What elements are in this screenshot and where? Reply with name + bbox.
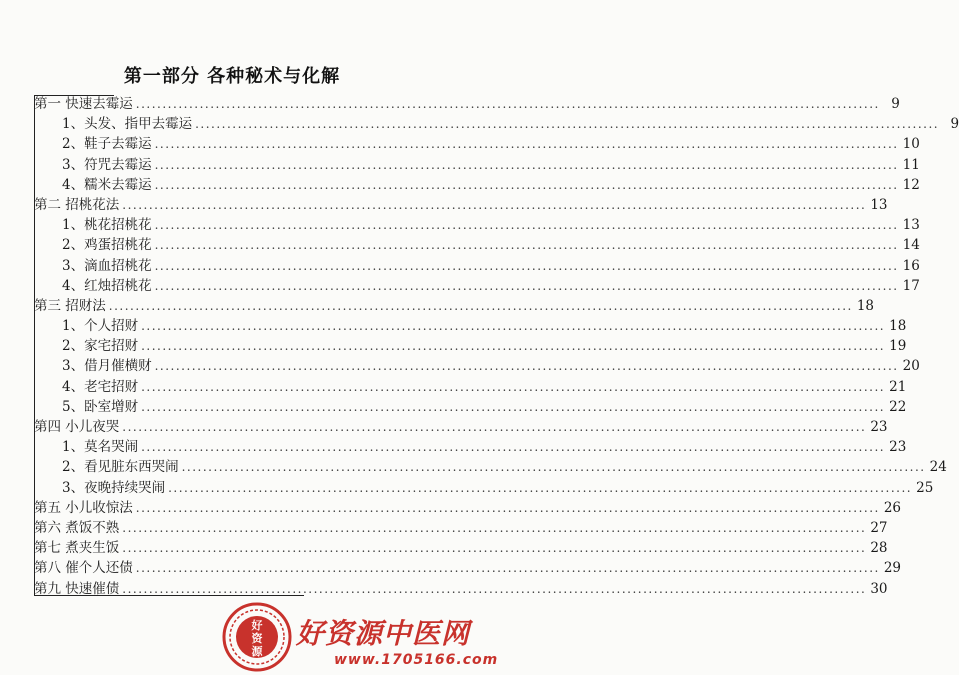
toc-section-row <box>34 377 907 397</box>
dot-leader <box>109 296 853 316</box>
dot-leader <box>141 377 885 397</box>
svg-text:资: 资 <box>251 632 263 645</box>
dot-leader <box>122 538 866 558</box>
toc-page-number: 12 <box>902 176 920 193</box>
toc-section-row <box>34 155 920 175</box>
dot-leader <box>122 417 866 437</box>
toc-page-number: 17 <box>902 277 920 294</box>
toc-page-number: 18 <box>889 318 907 335</box>
toc-entry-label: 第三 招财法 <box>34 297 106 314</box>
toc-page-number: 29 <box>883 560 902 577</box>
dot-leader <box>136 94 880 114</box>
toc-page-number: 9 <box>891 96 900 112</box>
watermark <box>222 602 499 675</box>
toc-section-row <box>34 457 947 477</box>
toc-page-number: 13 <box>870 196 888 213</box>
toc-entry-label: 1、个人招财 <box>62 318 139 335</box>
dot-leader <box>182 457 926 477</box>
toc-entry-label: 2、鸡蛋招桃花 <box>62 237 152 254</box>
toc-entry-label: 5、卧室增财 <box>62 398 139 415</box>
dot-leader <box>168 478 912 498</box>
toc-entry-label: 第八 催个人还债 <box>34 560 133 577</box>
toc-page-number: 30 <box>870 580 888 597</box>
watermark-url: www.1705166.com <box>334 652 499 668</box>
toc-section-row <box>34 114 959 134</box>
toc-page-number: 23 <box>889 439 907 456</box>
toc-entry-label: 4、糯米去霉运 <box>62 176 152 193</box>
toc-section-row <box>34 316 907 336</box>
toc-entry-label: 1、头发、指甲去霉运 <box>62 116 193 133</box>
toc-entry-label: 1、桃花招桃花 <box>62 217 152 234</box>
toc-entry-label: 第五 小儿收惊法 <box>34 499 133 516</box>
dot-leader <box>136 558 880 578</box>
toc-page-number: 28 <box>870 540 888 557</box>
toc-entry-label: 第四 小儿夜哭 <box>34 419 120 435</box>
toc-section-row <box>34 134 920 154</box>
toc-section-row <box>34 336 907 356</box>
toc-entry-label: 第一 快速去霉运 <box>34 96 133 112</box>
svg-text:好: 好 <box>251 619 263 632</box>
dot-leader <box>155 134 899 154</box>
toc-chapter-row <box>34 498 902 518</box>
toc-page-number: 23 <box>870 419 888 435</box>
watermark-site-name: 好资源中医网 <box>296 617 471 650</box>
toc-entry-label: 第九 快速催债 <box>34 580 120 597</box>
toc-entry-label: 3、滴血招桃花 <box>62 257 152 274</box>
toc-entry-label: 3、夜晚持续哭闹 <box>62 479 166 496</box>
toc-section-row <box>34 175 920 195</box>
toc-chapter-row <box>34 538 888 558</box>
dot-leader <box>122 579 866 599</box>
toc-section-row <box>34 478 934 498</box>
toc-chapter-row <box>34 195 888 215</box>
toc-page-number: 10 <box>902 136 920 153</box>
toc-section-row <box>34 276 920 296</box>
toc-page-number: 26 <box>883 499 902 516</box>
dot-leader <box>141 437 885 457</box>
toc-chapter-row <box>34 558 902 578</box>
toc-entry-label: 4、红烛招桃花 <box>62 277 152 294</box>
toc-page-number: 14 <box>902 237 920 254</box>
toc-entry-label: 2、鞋子去霉运 <box>62 136 152 153</box>
toc-page-number: 11 <box>902 156 920 173</box>
toc-page-number: 9 <box>950 116 959 133</box>
toc-entry-label: 1、莫名哭闹 <box>62 439 139 456</box>
toc-page-number: 13 <box>902 217 920 234</box>
dot-leader <box>136 498 880 518</box>
toc-page-number: 27 <box>870 519 888 536</box>
toc-page-number: 18 <box>856 297 875 314</box>
dot-leader <box>122 518 866 538</box>
toc-entry-label: 2、看见脏东西哭闹 <box>62 459 179 476</box>
dot-leader <box>155 215 899 235</box>
toc-entry-label: 第二 招桃花法 <box>34 196 120 213</box>
toc-chapter-row <box>34 579 888 599</box>
toc-entry-label: 4、老宅招财 <box>62 378 139 395</box>
toc-chapter-row <box>34 518 888 538</box>
toc-section-row <box>34 235 920 255</box>
toc-chapter-row <box>34 296 875 316</box>
toc-chapter-row <box>34 417 888 437</box>
toc-page-number: 22 <box>889 398 907 415</box>
dot-leader <box>195 114 939 134</box>
dot-leader <box>122 195 866 215</box>
toc-section-row <box>34 356 920 376</box>
toc-page-number: 19 <box>889 338 907 355</box>
toc-entry-label: 第六 煮饭不熟 <box>34 519 120 536</box>
toc-section-row <box>34 397 907 417</box>
dot-leader <box>141 397 885 417</box>
dot-leader <box>141 336 885 356</box>
toc-chapter-row <box>34 94 900 114</box>
dot-leader <box>155 356 899 376</box>
toc-entry-label: 第七 煮夹生饭 <box>34 540 120 557</box>
dot-leader <box>155 155 899 175</box>
toc-page-number: 25 <box>916 479 934 496</box>
toc-entry-label: 2、家宅招财 <box>62 338 139 355</box>
toc-page-number: 16 <box>902 257 920 274</box>
dot-leader <box>155 175 899 195</box>
toc-entry-label: 3、借月催横财 <box>62 358 152 375</box>
toc-section-row <box>34 215 920 235</box>
toc-section-row <box>34 437 907 457</box>
page-title: 第一部分 各种秘术与化解 <box>123 66 341 87</box>
toc-page-number: 24 <box>929 459 947 476</box>
dot-leader <box>155 235 899 255</box>
table-of-contents <box>34 94 959 599</box>
svg-text:源: 源 <box>251 645 263 658</box>
toc-page-number: 20 <box>902 358 920 375</box>
dot-leader <box>155 256 899 276</box>
dot-leader <box>155 276 899 296</box>
seal-logo-icon <box>222 602 292 672</box>
dot-leader <box>141 316 885 336</box>
toc-entry-label: 3、符咒去霉运 <box>62 156 152 173</box>
toc-section-row <box>34 256 920 276</box>
toc-page-number: 21 <box>889 378 907 395</box>
